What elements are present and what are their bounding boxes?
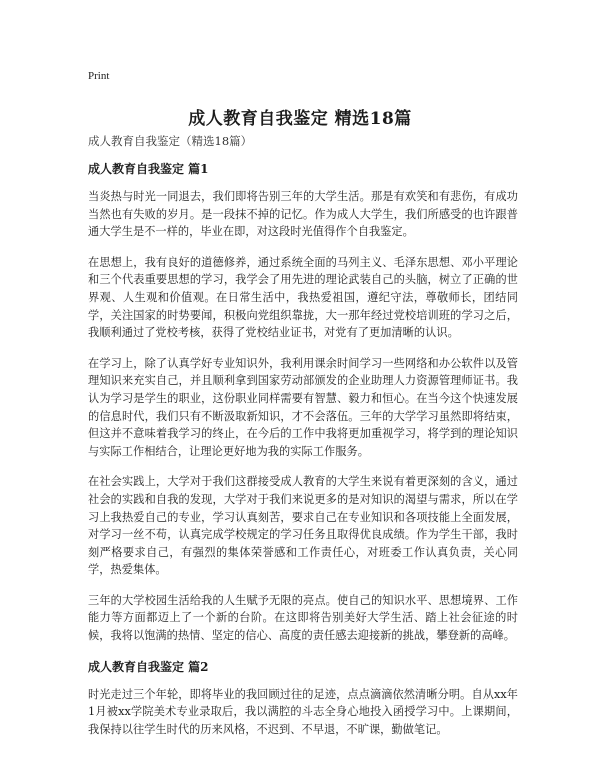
section-1-paragraph-2: 在思想上，我有良好的道德修养，通过系统全面的马列主义、毛泽东思想、邓小平理论和三个代表重要思想的学习，我学会了用先进的理论武装自己的头脑，树立了正确的世界观、人生观和价值观。在日常生活中，我热爱祖国，遵纪守法，尊敬师长，团结同学，关注国家的时势要闻，积极向党组织靠拢，大一那年经过党校培训班的学习之后，我顺利通过了党校考核，获得了党校结业证书，对党有了更加清晰的认识。 (88, 255, 518, 340)
page-title: 成人教育自我鉴定 精选18篇 (188, 109, 412, 129)
section-heading-2: 成人教育自我鉴定 篇2 (88, 659, 209, 674)
section-heading-1: 成人教育自我鉴定 篇1 (88, 162, 209, 176)
document-subtitle: 成人教育自我鉴定（精选18篇） (88, 134, 253, 148)
print-label[interactable]: Print (88, 70, 110, 82)
section-1-paragraph-4: 在社会实践上，大学对于我们这群接受成人教育的大学生来说有着更深刻的含义，通过社会的实践和自我的发现，大学对于我们来说更多的是对知识的渴望与需求，所以在学习上我热爱自己的专业，学习认真刻苦，要求自己在专业知识和各项技能上全面发展，对学习一丝不苟，认真完成学校规定的学习任务且取得优良成绩。作为学生干部，我时刻严格要求自己，有强烈的集体荣誉感和工作责任心，对班委工作认真负责，关心同学，热爱集体。 (88, 475, 518, 577)
section-1-paragraph-1: 当炎热与时光一同退去，我们即将告别三年的大学生活。那是有欢笑和有悲伤，有成功当然也有失败的岁月。是一段抹不掉的记忆。作为成人大学生，我们所感受的也许跟普通大学生是不一样的，毕业在即，对这段时光值得作个自我鉴定。 (88, 190, 518, 239)
section-1-paragraph-3: 在学习上，除了认真学好专业知识外，我利用课余时间学习一些网络和办公软件以及管理知识来充实自己，并且顺利拿到国家劳动部颁发的企业助理人力资源管理师证书。我认为学习是学生的职业，这份职业同样需要有智慧、毅力和恒心。在当今这个快速发展的信息时代，我们只有不断汲取新知识，才不会落伍。三年的大学学习虽然即将结束，但这并不意味着我学习的终止，在今后的工作中我将更加重视学习，将学到的理论知识与实际工作相结合，让理论更好地为我的实际工作服务。 (88, 356, 518, 458)
section-1-paragraph-5: 三年的大学校园生活给我的人生赋予无限的亮点。使自己的知识水平、思想境界、工作能力等方面都迈上了一个新的台阶。在这即将告别美好大学生活、踏上社会征途的时候，我将以饱满的热情、坚定的信心、高度的责任感去迎接新的挑战，攀登新的高峰。 (88, 593, 518, 643)
section-2-paragraph-1: 时光走过三个年轮，即将毕业的我回顾过往的足迹，点点滴滴依然清晰分明。自从xx年1月被xx学院美术专业录取后，我以满腔的斗志全身心地投入函授学习中。上课期间，我保持以往学生时代的历来风格，不迟到、不早退，不旷课，勤做笔记。 (88, 687, 518, 736)
document-body (88, 160, 518, 751)
